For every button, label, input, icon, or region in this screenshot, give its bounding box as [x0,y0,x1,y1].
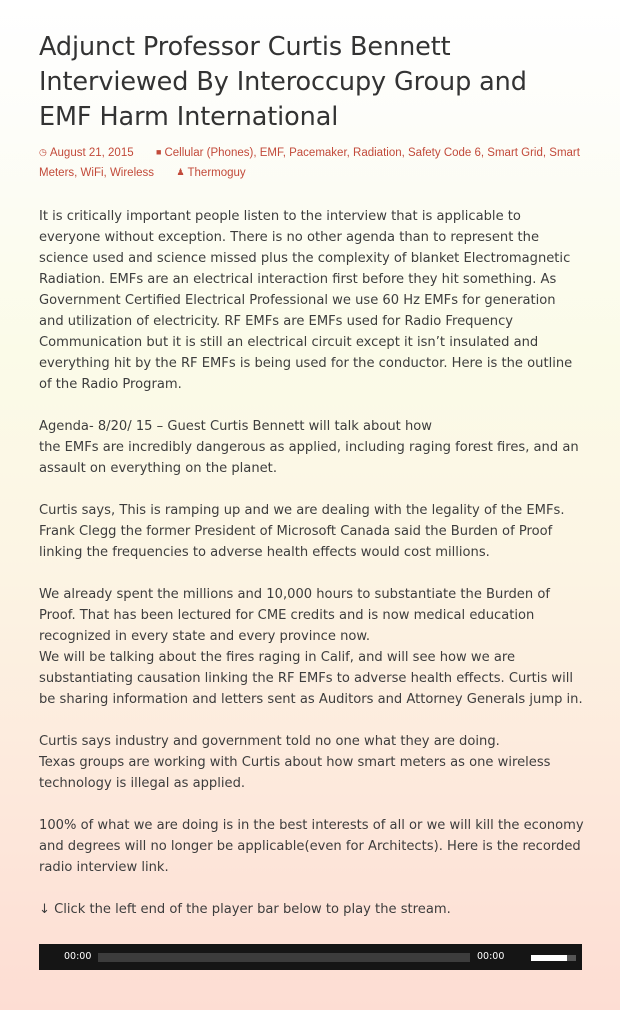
duration: 00:00 [477,951,505,962]
paragraph: Agenda- 8/20/ 15 – Guest Curtis Bennett will talk about how [39,419,432,434]
clock-icon: ◷ [39,147,47,157]
category-link[interactable]: Pacemaker [289,147,347,159]
folder-icon: ■ [156,147,162,157]
category-link[interactable]: WiFi [80,167,104,179]
paragraph: It is critically important people listen to the interview that is applicable to everyone without exception. There is no other agenda than to represent the science used and science missed plus the complexity of blanket Electromagnetic Radiation. EMFs are an electrical interaction first before they hit something. As Government Certified Electrical Professional we use 60 Hz EMFs for generation and utilization of electricity. RF EMFs are EMFs used for Radio Frequency Communication but it is still an electrical circuit except it isn’t insulated and everything hit by the RF EMFs is being used for the conductor. Here is the outline of the Radio Program. [39,209,573,392]
category-link[interactable]: Wireless [109,167,155,179]
category-link[interactable]: EMF [259,147,283,159]
progress-rail[interactable] [98,953,470,962]
paragraph: Curtis says industry and government told no one what they are doing. [39,734,500,749]
article [39,30,584,941]
paragraph: We will be talking about the fires raging in Calif, and will see how we are substantiating causation linking the RF EMFs to adverse health effects. Curtis will be sharing information and letters sent as Auditors and Attorney Generals jump in. [39,650,583,707]
volume-level [531,955,567,961]
audio-player[interactable] [39,944,582,970]
category-link[interactable]: Safety Code 6 [408,147,481,159]
paragraph: the EMFs are incredibly dangerous as applied, including raging forest fires, and an assault on everything on the planet. [39,440,579,476]
user-icon: ♟ [176,167,185,177]
play-hint: ↓ Click the left end of the player bar below to play the stream. [39,902,451,917]
category-link[interactable]: Radiation [353,147,402,159]
category-link[interactable]: Smart Grid [487,147,543,159]
current-time: 00:00 [64,951,92,962]
paragraph: Texas groups are working with Curtis about how smart meters as one wireless technology is illegal as applied. [39,755,551,791]
paragraph: We already spent the millions and 10,000 hours to substantiate the Burden of Proof. That has been lectured for CME credits and is now medical education recognized in every state and every province now. [39,587,550,644]
category-link[interactable]: Smart Meters [39,147,580,179]
post-categories: ■ Cellular (Phones), EMF, Pacemaker, Radiation, Safety Code 6, Smart Grid, Smart Meters, WiFi, Wireless [39,147,580,179]
article-body [39,206,584,920]
author-link[interactable]: Thermoguy [187,167,246,179]
post-date [39,147,137,159]
paragraph: Curtis says, This is ramping up and we are dealing with the legality of the EMFs. Frank Clegg the former President of Microsoft Canada said the Burden of Proof linking the frequencies to adverse health effects would cost millions. [39,503,565,560]
article-title: Adjunct Professor Curtis Bennett Interviewed By Interoccupy Group and EMF Harm International [39,32,527,132]
post-author [176,167,245,179]
paragraph: 100% of what we are doing is in the best interests of all or we will kill the economy and degrees will no longer be applicable(even for Architects). Here is the recorded radio interview link. [39,818,584,875]
post-date-link[interactable]: August 21, 2015 [49,147,134,159]
post-meta [39,143,584,183]
volume-slider[interactable] [531,955,576,961]
category-link[interactable]: Cellular (Phones) [164,147,254,159]
